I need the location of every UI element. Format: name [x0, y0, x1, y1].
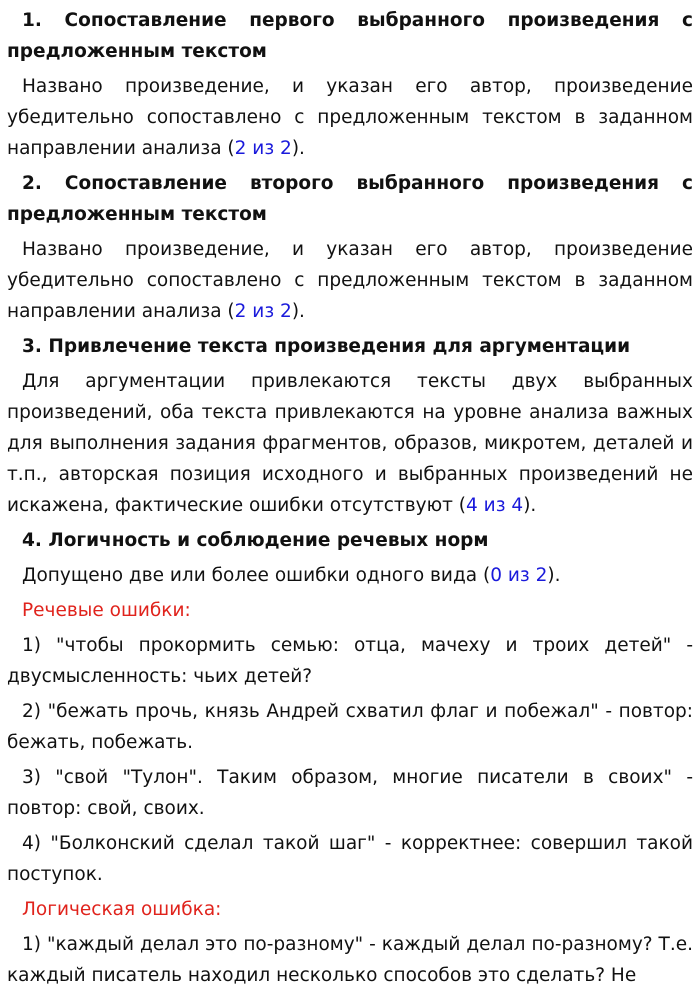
section-1-text [7, 71, 693, 164]
section-4-tail: ). [547, 565, 561, 586]
section-4-body: Допущено две или более ошибки одного вида ( [22, 565, 491, 586]
section-4-score: 0 из 2 [490, 565, 548, 586]
section-3-score: 4 из 4 [466, 495, 524, 516]
speech-errors-label: Речевые ошибки: [22, 600, 191, 621]
section-1-body: Названо произведение, и указан его автор, произведение убедительно сопоставлено с предложенным текстом в заданном направлении анализа ( [7, 76, 693, 159]
logic-error-item: 1) "каждый делал это по-разному" - каждый делал по-разному? Т.е. каждый писатель находил несколько способов это сделать? Не [7, 934, 693, 986]
section-4-heading: 4. Логичность и соблюдение речевых норм [22, 530, 489, 551]
section-2-heading: 2. Сопоставление второго выбранного произведения с предложенным текстом [7, 173, 693, 225]
speech-error-item: 3) "свой "Тулон". Таким образом, многие писатели в своих" - повтор: свой, своих. [7, 767, 693, 819]
speech-error-item: 2) "бежать прочь, князь Андрей схватил флаг и побежал" - повтор: бежать, побежать. [7, 701, 693, 753]
section-1-heading: 1. Сопоставление первого выбранного произведения с предложенным текстом [7, 10, 693, 62]
speech-error-item: 4) "Болконский сделал такой шаг" - корректнее: совершил такой поступок. [7, 833, 693, 885]
section-4-text [7, 560, 693, 591]
section-1-tail: ). [291, 138, 305, 159]
section-3-text [7, 366, 693, 521]
section-1-score: 2 из 2 [234, 138, 292, 159]
section-2-text [7, 234, 693, 327]
section-3-heading: 3. Привлечение текста произведения для аргументации [22, 336, 631, 357]
section-3-tail: ). [523, 495, 537, 516]
logic-errors-label: Логическая ошибка: [22, 899, 222, 920]
section-2-body: Названо произведение, и указан его автор, произведение убедительно сопоставлено с предложенным текстом в заданном направлении анализа ( [7, 239, 693, 322]
speech-error-item: 1) "чтобы прокормить семью: отца, мачеху и троих детей" - двусмысленность: чьих детей? [7, 635, 693, 687]
section-3-body: Для аргументации привлекаются тексты двух выбранных произведений, оба текста привлекаются на уровне анализа важных для выполнения задания фрагментов, образов, микротем, деталей и т.п., авторская позиция исходного и выбранных произведений не искажена, фактические ошибки отсутствуют ( [7, 371, 693, 516]
section-2-tail: ). [291, 301, 305, 322]
section-2-score: 2 из 2 [234, 301, 292, 322]
document [7, 5, 693, 995]
